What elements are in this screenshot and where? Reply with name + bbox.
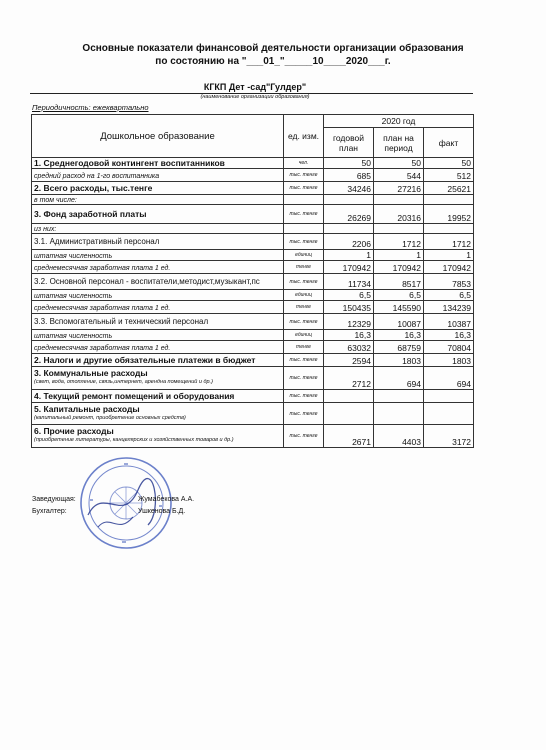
row-unit: тыс. тенге: [284, 169, 324, 182]
row-label: среднемесячная заработная плата 1 ед.: [34, 264, 171, 272]
value-fact: 70804: [424, 341, 474, 354]
value-plan-year: 170942: [324, 261, 374, 274]
table-row: [32, 290, 474, 301]
value-plan-period: 1803: [374, 354, 424, 367]
value-plan-period: 68759: [374, 341, 424, 354]
head-label: Заведующая:: [32, 496, 76, 503]
table-row: [32, 425, 474, 448]
row-unit: единиц: [284, 250, 324, 261]
row-label: среднемесячная заработная плата 1 ед.: [34, 304, 171, 312]
row-unit: тыс. тенге: [284, 234, 324, 250]
value-plan-period: 145590: [374, 301, 424, 314]
value-plan-year: 2712: [324, 367, 374, 390]
value-plan-period: 10087: [374, 314, 424, 330]
value-plan-period: 6,5: [374, 290, 424, 301]
value-fact: 7853: [424, 274, 474, 290]
value-plan-year: [324, 390, 374, 403]
organization-name: КГКП Дет -сад"Гулдер": [203, 82, 307, 92]
table-row: [32, 205, 474, 224]
value-plan-year: 11734: [324, 274, 374, 290]
table-row: [32, 301, 474, 314]
row-label-cell: [32, 341, 284, 354]
table-row: [32, 403, 474, 425]
row-label-cell: [32, 261, 284, 274]
row-label-cell: [32, 367, 284, 390]
row-label: 6. Прочие расходы: [34, 426, 114, 436]
value-plan-period: 8517: [374, 274, 424, 290]
row-unit: тыс. тенге: [284, 182, 324, 195]
seal-stamp: [78, 455, 174, 551]
value-fact: 25621: [424, 182, 474, 195]
row-label: 3.3. Вспомогательный и технический персонал: [34, 317, 209, 326]
row-unit: тыс. тенге: [284, 367, 324, 390]
value-plan-period: 27216: [374, 182, 424, 195]
value-plan-period: 170942: [374, 261, 424, 274]
accountant-label: Бухгалтер:: [32, 508, 67, 515]
row-sublabel: (приобретение литературы, канцелярских и хозяйственных товаров и др.): [34, 437, 234, 443]
value-plan-period: 1712: [374, 234, 424, 250]
table-row: [32, 250, 474, 261]
row-unit: тыс. тенге: [284, 425, 324, 448]
row-label: 3. Коммунальные расходы: [34, 368, 148, 378]
col-header-fact: факт: [424, 128, 474, 158]
row-label-cell: [32, 205, 284, 224]
row-label: 3.2. Основной персонал - воспитатели,методист,музыкант,пс: [34, 277, 260, 286]
value-plan-year: 2594: [324, 354, 374, 367]
row-label: 1. Среднегодовой контингент воспитанников: [34, 158, 225, 168]
table-row: [32, 261, 474, 274]
row-label: средний расход на 1-го воспитанника: [34, 172, 160, 180]
row-label-cell: [32, 250, 284, 261]
value-plan-period: 50: [374, 158, 424, 169]
value-plan-year: 150435: [324, 301, 374, 314]
row-label: 4. Текущий ремонт помещений и оборудования: [34, 391, 235, 401]
value-fact: 3172: [424, 425, 474, 448]
value-plan-period: 1: [374, 250, 424, 261]
row-label-cell: [32, 301, 284, 314]
row-label: штатная численность: [34, 292, 113, 300]
value-fact: [424, 195, 474, 205]
col-header-year: 2020 год: [324, 115, 474, 128]
row-label: в том числе:: [34, 197, 77, 204]
row-label: 3.1. Административный персонал: [34, 237, 160, 246]
value-fact: 19952: [424, 205, 474, 224]
value-plan-period: 544: [374, 169, 424, 182]
row-label-cell: [32, 169, 284, 182]
value-plan-year: 1: [324, 250, 374, 261]
accountant-name: Ушкенова Б.Д.: [138, 508, 186, 515]
table-row: [32, 234, 474, 250]
table-row: [32, 274, 474, 290]
value-plan-year: 12329: [324, 314, 374, 330]
row-label-cell: [32, 158, 284, 169]
row-sublabel: (свет, вода, отопление, связь,интернет, арендна помещений и др.): [34, 379, 213, 385]
row-label: штатная численность: [34, 252, 113, 260]
value-plan-year: 34246: [324, 182, 374, 195]
value-fact: [424, 224, 474, 234]
value-plan-year: 50: [324, 158, 374, 169]
row-unit: [284, 195, 324, 205]
row-label: среднемесячная заработная плата 1 ед.: [34, 344, 171, 352]
value-fact: 1712: [424, 234, 474, 250]
table-row: [32, 341, 474, 354]
table-row: [32, 158, 474, 169]
periodicity: Периодичность: ежеквартально: [32, 103, 149, 112]
row-label-cell: [32, 403, 284, 425]
row-label-cell: [32, 182, 284, 195]
row-label: 3. Фонд заработной платы: [34, 209, 147, 219]
row-label-cell: [32, 425, 284, 448]
row-unit: тенге: [284, 301, 324, 314]
value-fact: 16,3: [424, 330, 474, 341]
row-label-cell: [32, 330, 284, 341]
row-label: из них:: [34, 226, 57, 233]
report-title: Основные показатели финансовой деятельности организации образования: [82, 43, 464, 54]
value-plan-year: 16,3: [324, 330, 374, 341]
row-label-cell: [32, 390, 284, 403]
finance-table: [31, 114, 474, 448]
value-plan-period: 20316: [374, 205, 424, 224]
row-label-cell: [32, 234, 284, 250]
value-plan-year: [324, 403, 374, 425]
table-row: [32, 330, 474, 341]
value-plan-period: [374, 224, 424, 234]
row-unit: чел.: [284, 158, 324, 169]
row-unit: тенге: [284, 341, 324, 354]
col-header-plan-period: план на период: [374, 128, 424, 158]
value-fact: 10387: [424, 314, 474, 330]
col-header-name: Дошкольное образование: [32, 115, 284, 158]
row-label-cell: [32, 224, 284, 234]
value-fact: 170942: [424, 261, 474, 274]
row-sublabel: (капитальный ремонт, приобретение основных средств): [34, 414, 186, 421]
value-plan-period: [374, 403, 424, 425]
row-unit: тыс. тенге: [284, 403, 324, 425]
row-unit: тыс. тенге: [284, 314, 324, 330]
value-fact: 50: [424, 158, 474, 169]
report-date: по состоянию на "___01_"_____10____2020___г.: [155, 56, 391, 67]
organization-note: (наименование организации образования): [200, 94, 310, 100]
row-label: 2. Налоги и другие обязательные платежи в бюджет: [34, 355, 256, 365]
row-unit: тыс. тенге: [284, 274, 324, 290]
row-label: 5. Капитальные расходы: [34, 403, 140, 414]
value-plan-year: 63032: [324, 341, 374, 354]
table-row: [32, 169, 474, 182]
row-unit: единиц: [284, 290, 324, 301]
value-plan-period: [374, 195, 424, 205]
table-row: [32, 367, 474, 390]
table-row: [32, 354, 474, 367]
table-row: [32, 390, 474, 403]
row-label-cell: [32, 290, 284, 301]
head-name: Жумабекова А.А.: [138, 496, 195, 503]
value-fact: 6,5: [424, 290, 474, 301]
row-unit: [284, 224, 324, 234]
table-row: [32, 182, 474, 195]
row-label: штатная численность: [34, 332, 113, 340]
row-unit: единиц: [284, 330, 324, 341]
row-unit: тыс. тенге: [284, 354, 324, 367]
value-plan-year: 2206: [324, 234, 374, 250]
value-plan-year: 2671: [324, 425, 374, 448]
value-fact: 694: [424, 367, 474, 390]
value-plan-period: 16,3: [374, 330, 424, 341]
value-plan-year: 685: [324, 169, 374, 182]
value-plan-year: [324, 224, 374, 234]
col-header-plan-year: годовой план: [324, 128, 374, 158]
col-header-unit: ед. изм.: [284, 115, 324, 158]
value-fact: 512: [424, 169, 474, 182]
table-row: [32, 314, 474, 330]
row-unit: тыс. тенге: [284, 205, 324, 224]
value-plan-period: 4403: [374, 425, 424, 448]
value-fact: 1803: [424, 354, 474, 367]
table-row: [32, 195, 474, 205]
value-fact: [424, 390, 474, 403]
row-unit: тыс. тенге: [284, 390, 324, 403]
value-plan-period: 694: [374, 367, 424, 390]
value-plan-period: [374, 390, 424, 403]
row-label-cell: [32, 195, 284, 205]
value-fact: 1: [424, 250, 474, 261]
value-fact: [424, 403, 474, 425]
table-row: [32, 224, 474, 234]
row-label-cell: [32, 274, 284, 290]
row-label-cell: [32, 314, 284, 330]
value-plan-year: 6,5: [324, 290, 374, 301]
row-unit: тенге: [284, 261, 324, 274]
value-plan-year: [324, 195, 374, 205]
value-plan-year: 26269: [324, 205, 374, 224]
row-label-cell: [32, 354, 284, 367]
row-label: 2. Всего расходы, тыс.тенге: [34, 183, 153, 193]
value-fact: 134239: [424, 301, 474, 314]
